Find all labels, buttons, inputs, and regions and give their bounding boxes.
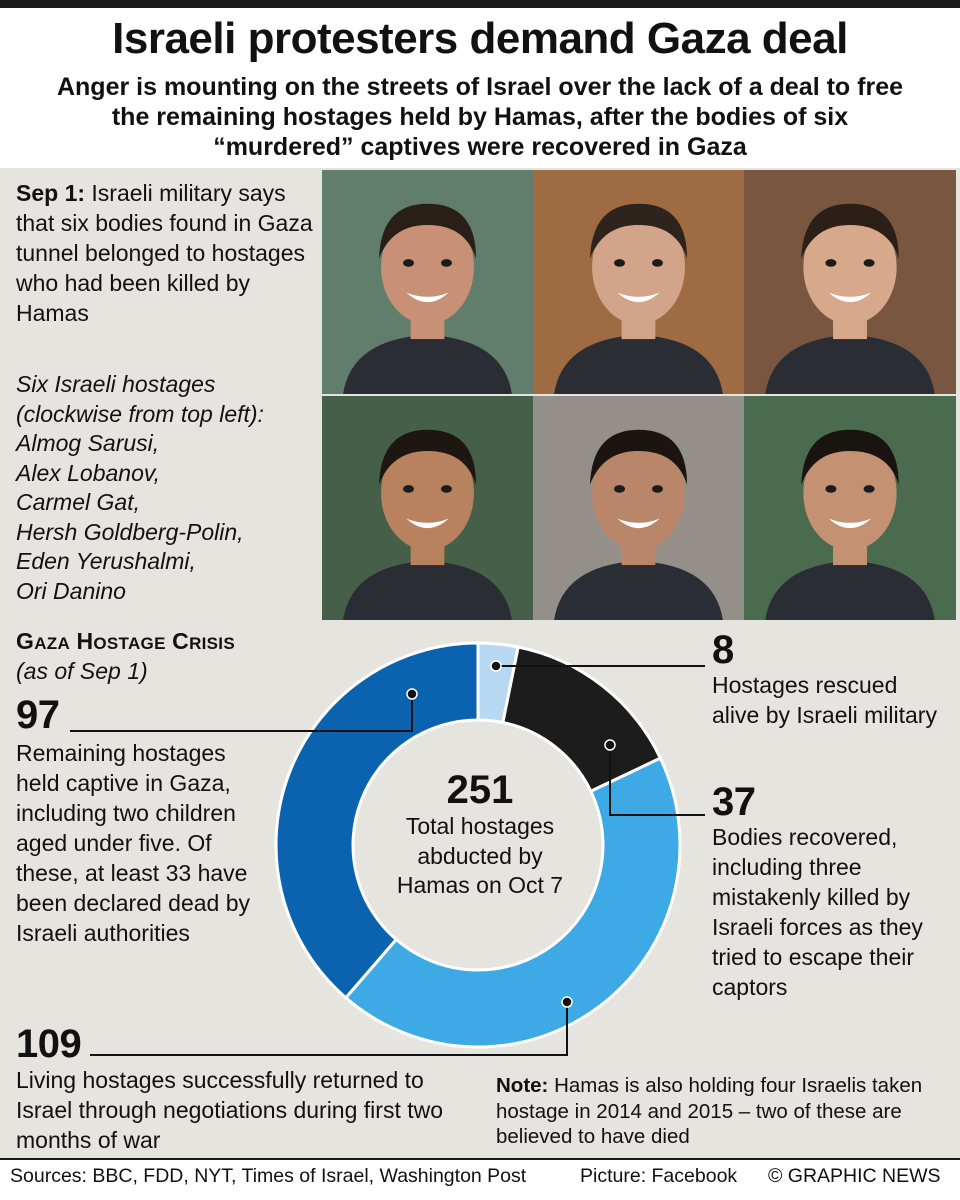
heading-letters: AZA [34,634,71,653]
note-text: Hamas is also holding four Israelis taken hostage in 2014 and 2015 – two of these are believed to have died [496,1074,923,1148]
hostage-name: Alex Lobanov, [16,459,161,486]
note-label: Note: [496,1074,549,1097]
bodies-text: Bodies recovered, including three mistakenly killed by Israeli forces as they tried to escape their captors [712,824,923,1000]
page-title: Israeli protesters demand Gaza deal [112,14,848,63]
heading-letter: C [172,628,190,654]
hostage-name: Almog Sarusi, [16,430,160,456]
hostage-name: Hersh Goldberg-Polin, [16,518,244,545]
leader-dot [605,740,615,750]
leader-dot [491,661,501,671]
heading-letters: RISIS [189,634,235,653]
hostage-name: Eden Yerushalmi, [16,548,196,574]
bodies-number: 37 [712,780,756,824]
rescued-number: 8 [712,628,734,672]
crisis-date: (as of Sep 1) [16,658,148,684]
footer [0,1158,960,1192]
page-subtitle: Anger is mounting on the streets of Israel over the lack of a deal to free the remaining hostages held by Hamas, after the bodies of six “murdered” captives were recovered in Gaza [56,73,904,161]
intro-date: Sep 1: [16,180,86,206]
heading-letter: G [16,628,35,654]
returned-number: 109 [16,1022,82,1066]
hostage-list-lead: Six Israeli hostages (clockwise from top left): [16,371,264,427]
total-number: 251 [446,768,514,812]
remaining-number: 97 [16,693,60,737]
intro-body: Israeli military says that six bodies found in Gaza tunnel belonged to hostages who had been killed by Hamas [16,180,313,326]
rescued-text: Hostages rescued alive by Israeli military [712,672,937,728]
remaining-text: Remaining hostages held captive in Gaza, including two children aged under five. Of these, at least 33 have been declared dead by Israeli authorities [16,740,251,946]
leader-dot [562,997,572,1007]
heading-letters: OSTAGE [93,634,166,653]
footer-copyright: © GRAPHIC NEWS [768,1165,941,1187]
returned-text: Living hostages successfully returned to Israel through negotiations during first two months of war [16,1067,444,1153]
heading-letter: H [76,628,94,654]
footer-sources: Sources: BBC, FDD, NYT, Times of Israel, Washington Post [10,1165,527,1187]
hostage-name: Carmel Gat, [16,489,140,515]
leader-dot [407,689,417,699]
hostage-name: Ori Danino [16,577,126,604]
footer-picture-credit: Picture: Facebook [580,1165,738,1187]
note [496,1073,936,1150]
total-text: Total hostages abducted by Hamas on Oct 7 [396,813,564,898]
